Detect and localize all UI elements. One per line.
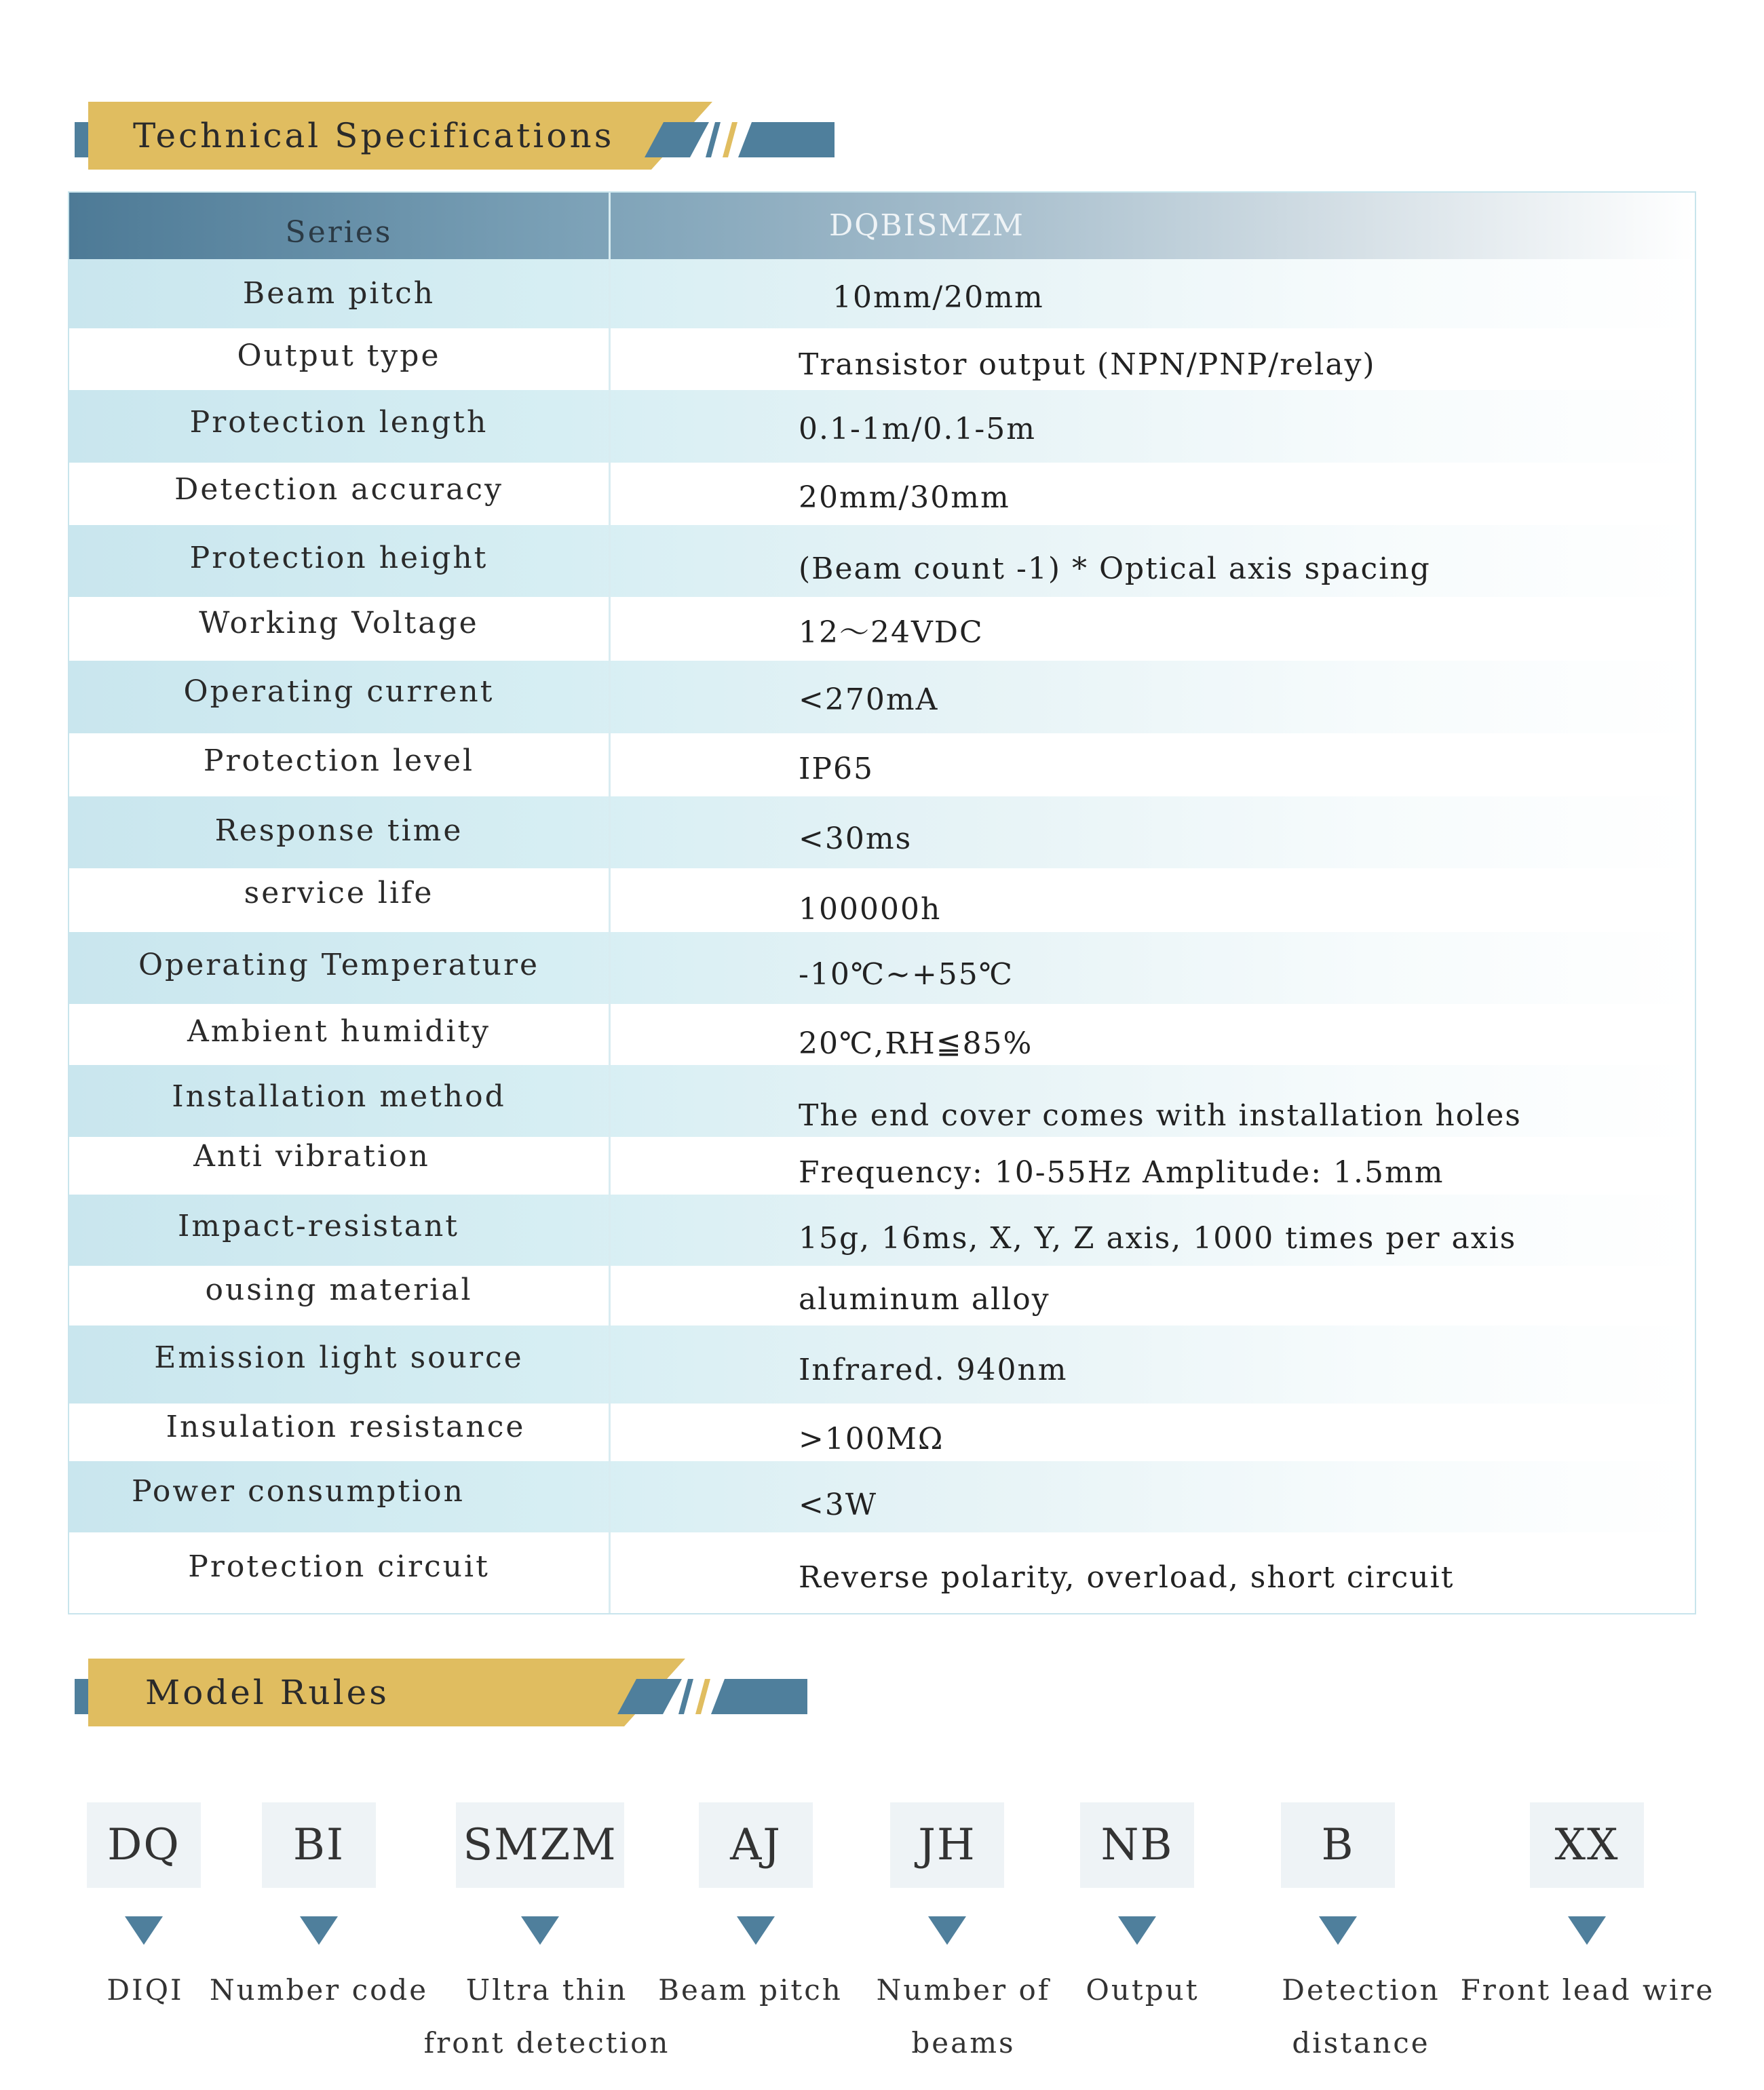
- spec-value: 10mm/20mm: [832, 280, 1044, 315]
- spec-label: Power consumption: [132, 1474, 465, 1509]
- spec-row: [69, 463, 1695, 525]
- spec-value: aluminum alloy: [799, 1282, 1050, 1317]
- spec-label: Operating current: [183, 674, 495, 709]
- spec-row: [69, 328, 1695, 390]
- spec-label: Detection accuracy: [174, 472, 503, 507]
- model-code-label-line2: front detection: [423, 2026, 670, 2059]
- spec-label: Working Voltage: [199, 606, 479, 640]
- banner-blue-tail: [738, 122, 835, 157]
- spec-label: Protection height: [189, 541, 488, 575]
- spec-row: [69, 1195, 1695, 1266]
- spec-row: [69, 1065, 1695, 1137]
- banner-stub: [75, 122, 88, 157]
- down-arrow-icon: [737, 1916, 775, 1945]
- spec-value: 15g, 16ms, X, Y, Z axis, 1000 times per axis: [799, 1221, 1517, 1256]
- model-code-label-line1: Ultra thin: [465, 1973, 628, 2007]
- model-code-label-line1: DIQI: [107, 1973, 184, 2007]
- down-arrow-icon: [300, 1916, 338, 1945]
- model-code-label-line1: Number of: [876, 1973, 1051, 2007]
- model-code-label-line1: Number code: [209, 1973, 429, 2007]
- spec-row: [69, 868, 1695, 932]
- spec-row: [69, 1325, 1695, 1404]
- spec-row: [69, 1532, 1695, 1612]
- model-code-label-line1: Front lead wire: [1460, 1973, 1715, 2007]
- down-arrow-icon: [928, 1916, 966, 1945]
- spec-label: Operating Temperature: [138, 948, 540, 982]
- spec-row: [69, 661, 1695, 733]
- spec-value: The end cover comes with installation holes: [799, 1098, 1522, 1133]
- spec-row: [69, 1461, 1695, 1532]
- spec-row: [69, 932, 1695, 1004]
- down-arrow-icon: [1319, 1916, 1357, 1945]
- model-code-label-line2: distance: [1292, 2026, 1430, 2059]
- model-code-box: XX: [1530, 1802, 1644, 1888]
- spec-label: service life: [244, 876, 434, 910]
- spec-value: <270mA: [799, 682, 939, 717]
- banner-blue-slash: [678, 1679, 693, 1714]
- banner-gold-slash: [695, 1679, 710, 1714]
- spec-header-row: [69, 193, 1695, 259]
- spec-value: 100000h: [799, 892, 942, 927]
- spec-label: Installation method: [172, 1079, 506, 1114]
- banner-blue-tail: [711, 1679, 807, 1714]
- spec-header-label: Series: [285, 215, 393, 250]
- spec-value: IP65: [799, 752, 874, 786]
- tech-specs-title: Technical Specifications: [133, 116, 615, 155]
- spec-value: >100MΩ: [799, 1422, 944, 1456]
- spec-label: Anti vibration: [193, 1139, 430, 1174]
- down-arrow-icon: [125, 1916, 163, 1945]
- spec-row: [69, 733, 1695, 796]
- spec-label: Emission light source: [154, 1340, 524, 1375]
- model-code-label: [1452, 1964, 1723, 2017]
- spec-row: [69, 796, 1695, 868]
- model-code-box: JH: [890, 1802, 1004, 1888]
- spec-row: [69, 259, 1695, 328]
- spec-value: Transistor output (NPN/PNP/relay): [799, 347, 1376, 382]
- model-rules-banner: [75, 1659, 807, 1726]
- spec-value: 20mm/30mm: [799, 480, 1010, 515]
- spec-value: -10℃~+55℃: [799, 957, 1014, 992]
- model-code-box: AJ: [699, 1802, 813, 1888]
- spec-row: [69, 1004, 1695, 1065]
- spec-value: <3W: [799, 1488, 878, 1522]
- down-arrow-icon: [1568, 1916, 1606, 1945]
- spec-row: [69, 390, 1695, 463]
- down-arrow-icon: [1118, 1916, 1156, 1945]
- spec-label: Beam pitch: [242, 276, 436, 311]
- spec-header-value: DQBISMZM: [829, 208, 1024, 243]
- spec-label: ousing material: [205, 1273, 473, 1307]
- model-code-label-line2: beams: [911, 2026, 1016, 2059]
- spec-label: Impact-resistant: [178, 1209, 459, 1243]
- spec-label: Protection length: [189, 405, 488, 440]
- banner-gold-slash: [723, 122, 737, 157]
- column-divider: [609, 193, 611, 1613]
- spec-value: 20℃,RH≦85%: [799, 1026, 1033, 1061]
- model-code-label-line1: Output: [1086, 1973, 1200, 2007]
- spec-row: [69, 597, 1695, 661]
- down-arrow-icon: [521, 1916, 559, 1945]
- spec-row: [69, 1266, 1695, 1325]
- spec-value: <30ms: [799, 821, 913, 856]
- spec-row: [69, 1137, 1695, 1195]
- model-code-label-line1: Beam pitch: [658, 1973, 843, 2007]
- banner-blue-slash: [706, 122, 721, 157]
- spec-label: Protection level: [203, 743, 475, 778]
- spec-value: 12～24VDC: [799, 615, 984, 650]
- spec-value: Reverse polarity, overload, short circuit: [799, 1560, 1455, 1595]
- spec-value: Infrared. 940nm: [799, 1353, 1068, 1387]
- tech-specs-banner: [75, 102, 835, 170]
- model-rules-title: Model Rules: [145, 1673, 389, 1712]
- model-code-label-line1: Detection: [1282, 1973, 1440, 2007]
- model-code-box: DQ: [87, 1802, 201, 1888]
- spec-row: [69, 1404, 1695, 1461]
- model-code-box: SMZM: [456, 1802, 624, 1888]
- spec-value: (Beam count -1) * Optical axis spacing: [799, 551, 1431, 586]
- model-code-box: B: [1281, 1802, 1395, 1888]
- model-code-box: BI: [262, 1802, 376, 1888]
- spec-label: Response time: [214, 813, 463, 848]
- spec-value: Frequency: 10-55Hz Amplitude: 1.5mm: [799, 1155, 1444, 1190]
- spec-label: Insulation resistance: [166, 1410, 526, 1444]
- spec-row: [69, 525, 1695, 597]
- banner-stub: [75, 1679, 88, 1714]
- spec-value: 0.1-1m/0.1-5m: [799, 412, 1036, 446]
- spec-label: Output type: [237, 338, 441, 373]
- spec-table: [68, 191, 1696, 1614]
- spec-label: Protection circuit: [188, 1549, 490, 1584]
- spec-label: Ambient humidity: [187, 1014, 491, 1049]
- model-code-box: NB: [1080, 1802, 1194, 1888]
